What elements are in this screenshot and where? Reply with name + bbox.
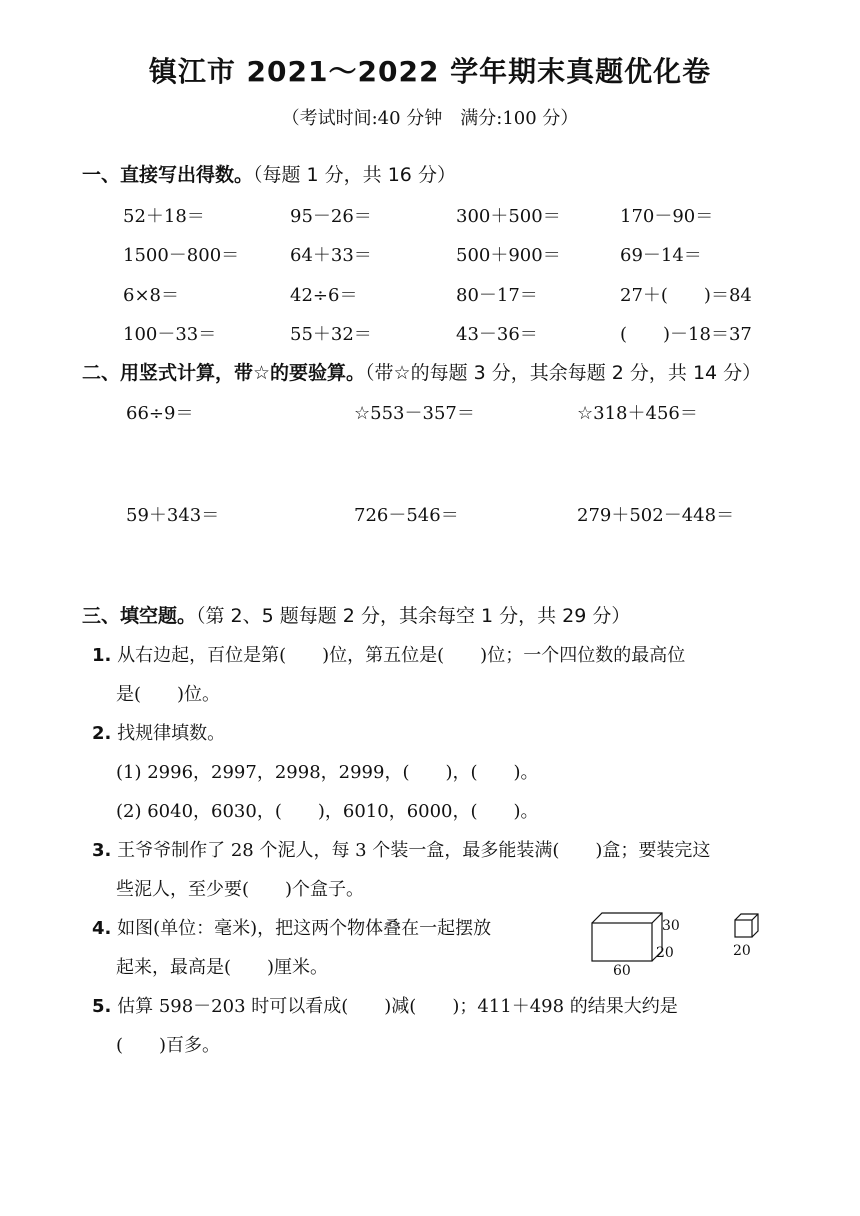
question-number: 2. [92, 723, 112, 744]
cuboid-depth-label: 20 [656, 945, 674, 961]
question-1 [92, 641, 685, 667]
cuboid-length-label: 60 [613, 963, 631, 979]
calc-item: 170－90＝ [620, 206, 714, 227]
question-3-cont: 些泥人，至少要( )个盒子。 [116, 879, 365, 900]
calc-item: 55＋32＝ [290, 324, 372, 345]
calc-item: 100－33＝ [123, 324, 217, 345]
section-2-title: 二、用竖式计算，带☆的要验算。 [82, 362, 366, 384]
vertical-calc-item: 279＋502－448＝ [577, 505, 735, 526]
question-number: 1. [92, 645, 112, 666]
calc-item: 52＋18＝ [123, 206, 205, 227]
cuboid-shape [592, 913, 662, 961]
question-5-cont: ( )百多。 [116, 1035, 221, 1056]
exam-info: （考试时间:40 分钟 满分:100 分） [281, 108, 579, 129]
cube-edge-label: 20 [733, 943, 751, 959]
question-number: 5. [92, 996, 112, 1017]
calc-item: 300＋500＝ [456, 206, 561, 227]
question-4 [92, 914, 491, 940]
question-1-cont: 是( )位。 [116, 684, 221, 705]
vertical-calc-item: 59＋343＝ [126, 505, 220, 526]
vertical-calc-item: ☆318＋456＝ [577, 403, 698, 424]
section-3-note: （第 2、5 题每题 2 分，其余每空 1 分，共 29 分） [196, 605, 631, 627]
section-3-title: 三、填空题。 [82, 605, 197, 627]
cube-shape [735, 914, 758, 937]
question-text: 从右边起，百位是第( )位，第五位是( )位；一个四位数的最高位 [117, 645, 686, 666]
section-3-heading [82, 601, 630, 628]
calc-item: 95－26＝ [290, 206, 372, 227]
calc-item: 27＋( )＝84 [620, 285, 752, 306]
question-text: 估算 598－203 时可以看成( )减( )；411＋498 的结果大约是 [117, 996, 678, 1017]
question-5 [92, 992, 678, 1018]
question-text: 如图(单位：毫米)，把这两个物体叠在一起摆放 [117, 918, 492, 939]
cuboid-height-label: 30 [662, 918, 680, 934]
section-2-note: （带☆的每题 3 分，其余每题 2 分，共 14 分） [365, 362, 762, 384]
page-title: 镇江市 2021～2022 学年期末真题优化卷 [148, 55, 712, 88]
calc-item: 69－14＝ [620, 245, 702, 266]
question-4-cont: 起来，最高是( )厘米。 [116, 957, 329, 978]
section-1-note: （每题 1 分，共 16 分） [253, 164, 456, 186]
vertical-calc-item: 66÷9＝ [126, 403, 194, 424]
calc-item: 42÷6＝ [290, 285, 358, 306]
question-text: 王爷爷制作了 28 个泥人，每 3 个装一盒，最多能装满( )盒；要装完这 [117, 840, 711, 861]
calc-item: 43－36＝ [456, 324, 538, 345]
calc-item: 64＋33＝ [290, 245, 372, 266]
calc-item: 80－17＝ [456, 285, 538, 306]
question-2-part-1: (1) 2996，2997，2998，2999，( )，( )。 [116, 762, 539, 783]
section-2-heading [82, 358, 761, 385]
question-2 [92, 719, 225, 745]
calc-item: 6×8＝ [123, 285, 179, 306]
question-number: 4. [92, 918, 112, 939]
calc-item: 1500－800＝ [123, 245, 240, 266]
section-1-heading [82, 160, 456, 187]
section-1-title: 一、直接写出得数。 [82, 164, 254, 186]
calc-item: 500＋900＝ [456, 245, 561, 266]
question-text: 找规律填数。 [117, 723, 226, 744]
question-number: 3. [92, 840, 112, 861]
vertical-calc-item: 726－546＝ [354, 505, 459, 526]
boxes-figure [580, 905, 780, 980]
question-2-part-2: (2) 6040，6030，( )，6010，6000，( )。 [116, 801, 539, 822]
vertical-calc-item: ☆553－357＝ [354, 403, 475, 424]
calc-item: ( )－18＝37 [620, 324, 752, 345]
question-3 [92, 836, 710, 862]
